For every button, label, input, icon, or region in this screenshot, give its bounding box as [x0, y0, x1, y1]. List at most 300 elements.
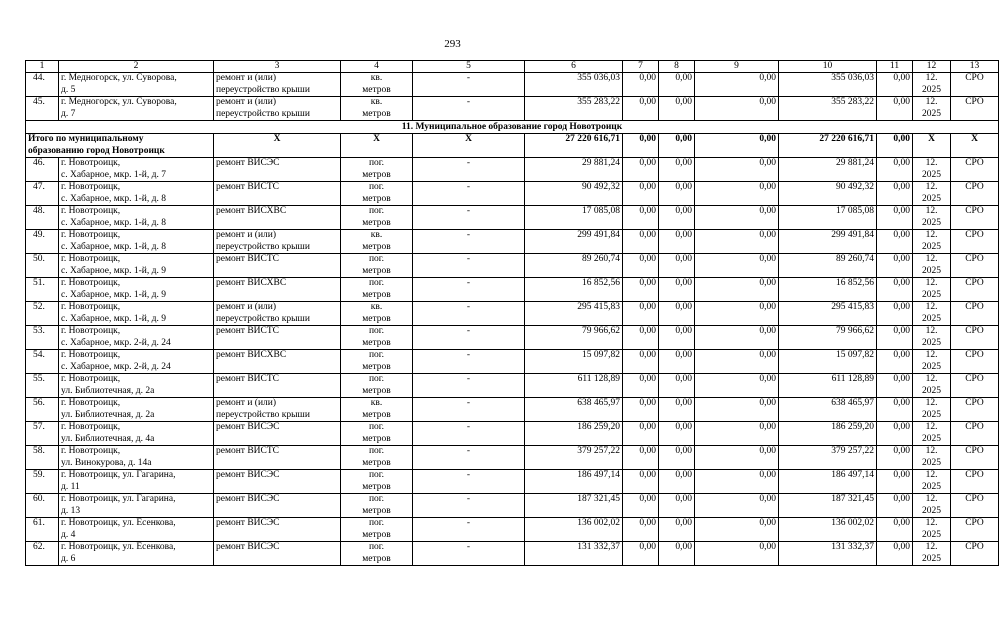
work-type-line-1: ремонт ВИСЭС	[216, 494, 280, 504]
fund-owners: 79 966,62	[779, 326, 877, 350]
unit-line-2: метров	[362, 529, 391, 540]
fund-owners: 15 097,82	[779, 350, 877, 374]
work-type	[214, 230, 341, 254]
row-number: 62.	[26, 542, 59, 566]
fund-regional: 0,00	[659, 518, 695, 542]
total-cost: 186 497,14	[525, 470, 623, 494]
unit-line-1: кв.	[370, 302, 383, 312]
volume: -	[413, 326, 525, 350]
address	[59, 73, 214, 97]
deadline	[913, 398, 951, 422]
total-c12: Х	[913, 134, 951, 158]
unit-line-2: метров	[362, 457, 391, 468]
fund-federal: 0,00	[623, 542, 659, 566]
fund-local: 0,00	[695, 278, 779, 302]
unit	[341, 350, 413, 374]
row-number: 49.	[26, 230, 59, 254]
total-cost: 16 852,56	[525, 278, 623, 302]
row-number: 56.	[26, 398, 59, 422]
fund-other: 0,00	[877, 374, 913, 398]
volume: -	[413, 230, 525, 254]
volume: -	[413, 494, 525, 518]
row-number: 45.	[26, 97, 59, 121]
unit-line-2: метров	[362, 409, 391, 420]
fund-other: 0,00	[877, 182, 913, 206]
unit	[341, 182, 413, 206]
unit-line-2: метров	[362, 337, 391, 348]
fund-federal: 0,00	[623, 446, 659, 470]
work-type-line-1: ремонт ВИСХВС	[216, 278, 287, 288]
fund-other: 0,00	[877, 494, 913, 518]
fund-federal: 0,00	[623, 97, 659, 121]
address-line-1: г. Медногорск, ул. Суворова,	[61, 73, 177, 83]
fund-owners: 131 332,37	[779, 542, 877, 566]
total-cost: 299 491,84	[525, 230, 623, 254]
fund-other: 0,00	[877, 278, 913, 302]
work-type	[214, 470, 341, 494]
unit-line-1: кв.	[370, 230, 383, 240]
method: СРО	[951, 374, 999, 398]
fund-other: 0,00	[877, 254, 913, 278]
total-cost: 611 128,89	[525, 374, 623, 398]
deadline-line-2: 2025	[922, 553, 941, 564]
unit-line-1: пог.	[368, 278, 385, 288]
volume: -	[413, 518, 525, 542]
deadline-line-1: 12.	[925, 398, 938, 408]
total-cost: 136 002,02	[525, 518, 623, 542]
work-type	[214, 302, 341, 326]
total-cost: 15 097,82	[525, 350, 623, 374]
volume: -	[413, 206, 525, 230]
address	[59, 158, 214, 182]
work-type-line-1: ремонт и (или)	[216, 302, 277, 312]
unit-line-1: пог.	[368, 350, 385, 360]
deadline-line-1: 12.	[925, 446, 938, 456]
address-line-2: д. 6	[61, 553, 76, 564]
fund-regional: 0,00	[659, 278, 695, 302]
work-type-line-1: ремонт ВИСТС	[216, 254, 280, 264]
row-number: 60.	[26, 494, 59, 518]
total-cost: 638 465,97	[525, 398, 623, 422]
method: СРО	[951, 518, 999, 542]
volume: -	[413, 446, 525, 470]
total-c3: Х	[214, 134, 341, 158]
address-line-1: г. Новотроицк,	[61, 398, 121, 408]
deadline-line-1: 12.	[925, 518, 938, 528]
fund-other: 0,00	[877, 158, 913, 182]
work-type-line-1: ремонт ВИСЭС	[216, 158, 280, 168]
fund-owners: 17 085,08	[779, 206, 877, 230]
fund-other: 0,00	[877, 518, 913, 542]
table-row	[26, 470, 999, 494]
work-type-line-1: ремонт и (или)	[216, 73, 277, 83]
address-line-2: ул. Библиотечная, д. 2а	[61, 385, 155, 396]
unit	[341, 374, 413, 398]
table-row	[26, 230, 999, 254]
work-type-line-1: ремонт ВИСХВС	[216, 350, 287, 360]
capital-repair-table	[25, 60, 999, 566]
address-line-1: г. Новотроицк,	[61, 374, 121, 384]
method: СРО	[951, 230, 999, 254]
unit-line-2: метров	[362, 169, 391, 180]
fund-federal: 0,00	[623, 230, 659, 254]
method: СРО	[951, 158, 999, 182]
row-number: 44.	[26, 73, 59, 97]
deadline	[913, 422, 951, 446]
volume: -	[413, 254, 525, 278]
unit-line-2: метров	[362, 108, 391, 119]
fund-federal: 0,00	[623, 494, 659, 518]
unit-line-2: метров	[362, 505, 391, 516]
column-number-row	[26, 61, 999, 73]
work-type	[214, 254, 341, 278]
volume: -	[413, 422, 525, 446]
fund-local: 0,00	[695, 398, 779, 422]
fund-owners: 295 415,83	[779, 302, 877, 326]
fund-owners: 136 002,02	[779, 518, 877, 542]
fund-regional: 0,00	[659, 182, 695, 206]
address-line-2: с. Хабарное, мкр. 1-й, д. 9	[61, 289, 166, 300]
total-label-line: Итого по муниципальному	[28, 134, 144, 144]
section-title: 11. Муниципальное образование город Новотроицк	[26, 121, 999, 134]
unit-line-1: кв.	[370, 97, 383, 107]
work-type	[214, 398, 341, 422]
unit	[341, 302, 413, 326]
unit	[341, 470, 413, 494]
deadline-line-1: 12.	[925, 254, 938, 264]
work-type-line-1: ремонт ВИСЭС	[216, 518, 280, 528]
deadline-line-2: 2025	[922, 313, 941, 324]
table-row	[26, 518, 999, 542]
address-line-2: с. Хабарное, мкр. 2-й, д. 24	[61, 337, 171, 348]
deadline	[913, 542, 951, 566]
column-number: 8	[659, 61, 695, 73]
column-number: 5	[413, 61, 525, 73]
unit	[341, 494, 413, 518]
unit-line-2: метров	[362, 289, 391, 300]
deadline-line-1: 12.	[925, 97, 938, 107]
work-type-line-1: ремонт и (или)	[216, 97, 277, 107]
deadline	[913, 278, 951, 302]
address	[59, 97, 214, 121]
address-line-2: ул. Винокурова, д. 14а	[61, 457, 152, 468]
address	[59, 230, 214, 254]
address	[59, 302, 214, 326]
deadline-line-2: 2025	[922, 337, 941, 348]
fund-regional: 0,00	[659, 470, 695, 494]
work-type-line-2: переустройство крыши	[216, 108, 310, 119]
total-cost: 295 415,83	[525, 302, 623, 326]
fund-regional: 0,00	[659, 73, 695, 97]
deadline	[913, 470, 951, 494]
unit	[341, 230, 413, 254]
total-cost: 186 259,20	[525, 422, 623, 446]
work-type	[214, 446, 341, 470]
unit-line-1: пог.	[368, 374, 385, 384]
deadline	[913, 73, 951, 97]
total-cost: 79 966,62	[525, 326, 623, 350]
fund-local: 0,00	[695, 350, 779, 374]
total-cost: 89 260,74	[525, 254, 623, 278]
fund-regional: 0,00	[659, 398, 695, 422]
fund-other: 0,00	[877, 73, 913, 97]
fund-regional: 0,00	[659, 542, 695, 566]
address-line-1: г. Новотроицк,	[61, 302, 121, 312]
unit-line-1: кв.	[370, 73, 383, 83]
total-c8: 0,00	[659, 134, 695, 158]
column-number: 13	[951, 61, 999, 73]
row-number: 57.	[26, 422, 59, 446]
fund-local: 0,00	[695, 158, 779, 182]
deadline-line-2: 2025	[922, 265, 941, 276]
deadline	[913, 350, 951, 374]
method: СРО	[951, 97, 999, 121]
fund-local: 0,00	[695, 73, 779, 97]
address	[59, 470, 214, 494]
fund-local: 0,00	[695, 518, 779, 542]
address-line-1: г. Новотроицк,	[61, 422, 121, 432]
row-number: 61.	[26, 518, 59, 542]
work-type-line-2: переустройство крыши	[216, 313, 310, 324]
address	[59, 494, 214, 518]
address	[59, 326, 214, 350]
unit	[341, 518, 413, 542]
row-number: 53.	[26, 326, 59, 350]
fund-federal: 0,00	[623, 73, 659, 97]
work-type	[214, 97, 341, 121]
fund-other: 0,00	[877, 446, 913, 470]
address-line-1: г. Новотроицк,	[61, 446, 121, 456]
section-row	[26, 121, 999, 134]
deadline-line-2: 2025	[922, 217, 941, 228]
unit	[341, 422, 413, 446]
column-number: 4	[341, 61, 413, 73]
volume: -	[413, 374, 525, 398]
method: СРО	[951, 470, 999, 494]
deadline-line-2: 2025	[922, 433, 941, 444]
fund-regional: 0,00	[659, 446, 695, 470]
fund-local: 0,00	[695, 182, 779, 206]
address-line-2: д. 7	[61, 108, 76, 119]
total-cost: 379 257,22	[525, 446, 623, 470]
address-line-1: г. Новотроицк,	[61, 182, 121, 192]
total-c13: Х	[951, 134, 999, 158]
work-type	[214, 518, 341, 542]
unit-line-1: пог.	[368, 158, 385, 168]
method: СРО	[951, 206, 999, 230]
deadline	[913, 254, 951, 278]
unit-line-1: пог.	[368, 470, 385, 480]
address-line-1: г. Медногорск, ул. Суворова,	[61, 97, 177, 107]
deadline	[913, 446, 951, 470]
address	[59, 254, 214, 278]
fund-federal: 0,00	[623, 470, 659, 494]
address-line-1: г. Новотроицк, ул. Есенкова,	[61, 518, 176, 528]
work-type-line-1: ремонт ВИСЭС	[216, 542, 280, 552]
volume: -	[413, 97, 525, 121]
work-type-line-1: ремонт ВИСХВС	[216, 206, 287, 216]
work-type-line-1: ремонт ВИСЭС	[216, 422, 280, 432]
work-type	[214, 350, 341, 374]
deadline-line-1: 12.	[925, 326, 938, 336]
deadline-line-2: 2025	[922, 84, 941, 95]
fund-federal: 0,00	[623, 518, 659, 542]
deadline	[913, 158, 951, 182]
volume: -	[413, 158, 525, 182]
deadline-line-2: 2025	[922, 529, 941, 540]
work-type	[214, 542, 341, 566]
unit-line-2: метров	[362, 241, 391, 252]
address-line-1: г. Новотроицк,	[61, 278, 121, 288]
address	[59, 374, 214, 398]
row-number: 48.	[26, 206, 59, 230]
fund-local: 0,00	[695, 470, 779, 494]
table-row	[26, 422, 999, 446]
deadline	[913, 374, 951, 398]
fund-federal: 0,00	[623, 350, 659, 374]
fund-federal: 0,00	[623, 278, 659, 302]
volume: -	[413, 470, 525, 494]
deadline-line-1: 12.	[925, 206, 938, 216]
total-cost: 90 492,32	[525, 182, 623, 206]
column-number: 3	[214, 61, 341, 73]
method: СРО	[951, 446, 999, 470]
column-number: 1	[26, 61, 59, 73]
column-number: 10	[779, 61, 877, 73]
deadline-line-2: 2025	[922, 457, 941, 468]
work-type-line-1: ремонт ВИСТС	[216, 446, 280, 456]
unit	[341, 97, 413, 121]
fund-owners: 90 492,32	[779, 182, 877, 206]
work-type	[214, 158, 341, 182]
total-c7: 0,00	[623, 134, 659, 158]
fund-local: 0,00	[695, 254, 779, 278]
row-number: 55.	[26, 374, 59, 398]
deadline-line-1: 12.	[925, 278, 938, 288]
table-row	[26, 73, 999, 97]
address	[59, 398, 214, 422]
address-line-1: г. Новотроицк, ул. Есенкова,	[61, 542, 176, 552]
table-row	[26, 398, 999, 422]
fund-regional: 0,00	[659, 326, 695, 350]
deadline	[913, 494, 951, 518]
row-number: 47.	[26, 182, 59, 206]
unit-line-1: пог.	[368, 182, 385, 192]
deadline	[913, 326, 951, 350]
address	[59, 182, 214, 206]
work-type	[214, 422, 341, 446]
unit	[341, 398, 413, 422]
table-row	[26, 182, 999, 206]
address-line-1: г. Новотроицк, ул. Гагарина,	[61, 470, 176, 480]
work-type-line-2: переустройство крыши	[216, 241, 310, 252]
fund-owners: 16 852,56	[779, 278, 877, 302]
row-number: 58.	[26, 446, 59, 470]
unit-line-1: пог.	[368, 254, 385, 264]
method: СРО	[951, 278, 999, 302]
work-type-line-1: ремонт и (или)	[216, 230, 277, 240]
table-row	[26, 374, 999, 398]
unit-line-2: метров	[362, 265, 391, 276]
fund-regional: 0,00	[659, 254, 695, 278]
fund-owners: 379 257,22	[779, 446, 877, 470]
fund-local: 0,00	[695, 326, 779, 350]
total-c11: 0,00	[877, 134, 913, 158]
address-line-1: г. Новотроицк,	[61, 350, 121, 360]
column-number: 9	[695, 61, 779, 73]
deadline-line-2: 2025	[922, 361, 941, 372]
fund-local: 0,00	[695, 542, 779, 566]
address	[59, 350, 214, 374]
table-row	[26, 350, 999, 374]
deadline	[913, 182, 951, 206]
fund-local: 0,00	[695, 97, 779, 121]
deadline-line-1: 12.	[925, 494, 938, 504]
column-number: 7	[623, 61, 659, 73]
address-line-2: д. 13	[61, 505, 81, 516]
work-type-line-1: ремонт ВИСТС	[216, 326, 280, 336]
deadline-line-2: 2025	[922, 385, 941, 396]
fund-owners: 299 491,84	[779, 230, 877, 254]
volume: -	[413, 302, 525, 326]
work-type	[214, 206, 341, 230]
total-label-line: образованию город Новотроицк	[28, 145, 165, 156]
address	[59, 542, 214, 566]
deadline-line-2: 2025	[922, 193, 941, 204]
address-line-1: г. Новотроицк,	[61, 326, 121, 336]
volume: -	[413, 398, 525, 422]
deadline-line-1: 12.	[925, 73, 938, 83]
unit-line-2: метров	[362, 385, 391, 396]
address-line-1: г. Новотроицк,	[61, 158, 121, 168]
unit	[341, 206, 413, 230]
deadline-line-1: 12.	[925, 230, 938, 240]
deadline-line-1: 12.	[925, 374, 938, 384]
method: СРО	[951, 182, 999, 206]
work-type	[214, 182, 341, 206]
table-row	[26, 97, 999, 121]
deadline-line-1: 12.	[925, 542, 938, 552]
unit	[341, 542, 413, 566]
work-type-line-1: ремонт и (или)	[216, 398, 277, 408]
fund-other: 0,00	[877, 97, 913, 121]
fund-owners: 638 465,97	[779, 398, 877, 422]
unit-line-2: метров	[362, 433, 391, 444]
deadline-line-2: 2025	[922, 481, 941, 492]
method: СРО	[951, 350, 999, 374]
address-line-2: с. Хабарное, мкр. 1-й, д. 9	[61, 265, 166, 276]
fund-federal: 0,00	[623, 398, 659, 422]
row-number: 46.	[26, 158, 59, 182]
deadline-line-1: 12.	[925, 422, 938, 432]
fund-other: 0,00	[877, 470, 913, 494]
work-type-line-1: ремонт ВИСТС	[216, 374, 280, 384]
fund-owners: 611 128,89	[779, 374, 877, 398]
fund-local: 0,00	[695, 494, 779, 518]
deadline-line-2: 2025	[922, 409, 941, 420]
fund-regional: 0,00	[659, 494, 695, 518]
row-number: 59.	[26, 470, 59, 494]
total-row	[26, 134, 999, 158]
unit	[341, 158, 413, 182]
fund-regional: 0,00	[659, 206, 695, 230]
fund-federal: 0,00	[623, 254, 659, 278]
table-row	[26, 326, 999, 350]
fund-federal: 0,00	[623, 374, 659, 398]
fund-regional: 0,00	[659, 158, 695, 182]
unit	[341, 278, 413, 302]
total-c9: 0,00	[695, 134, 779, 158]
